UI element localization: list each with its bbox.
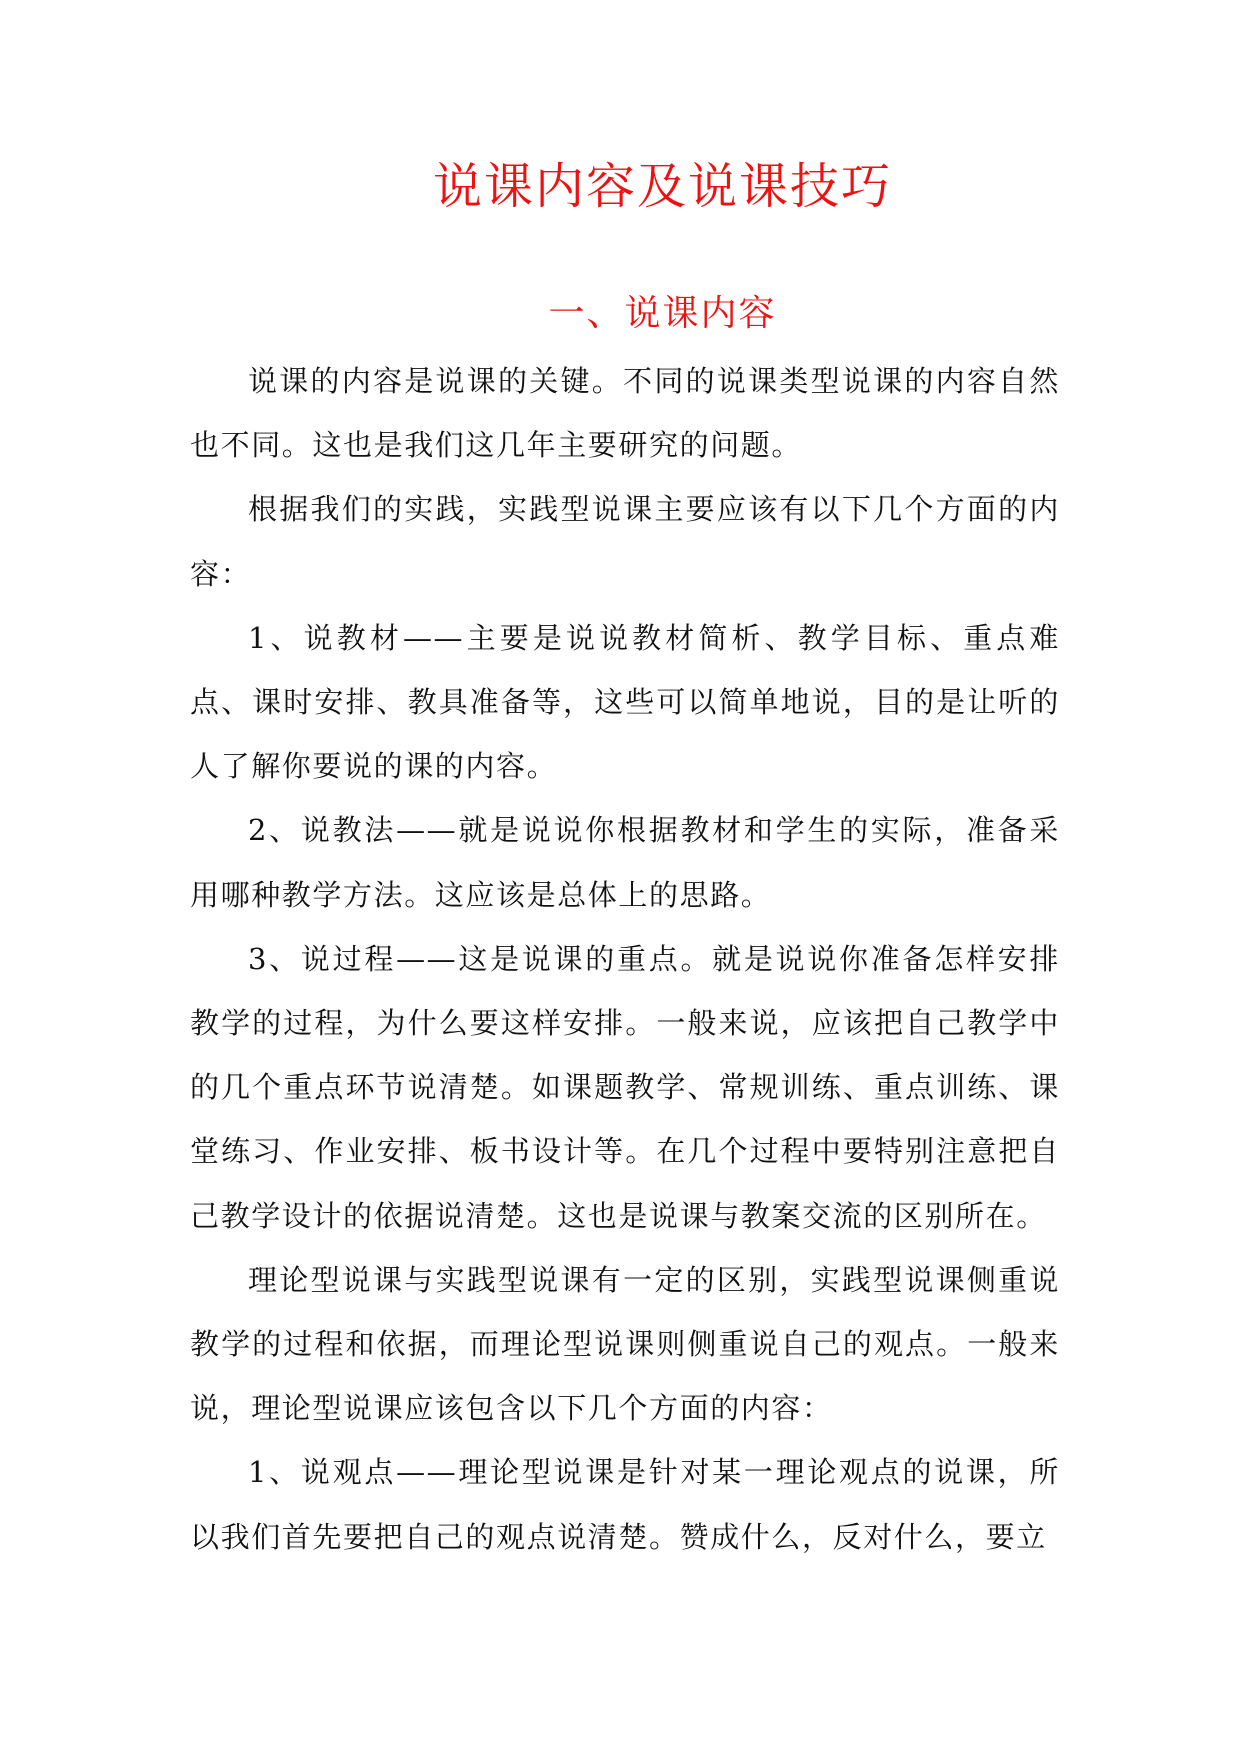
- document-body: [190, 349, 1060, 1569]
- document-title: 说课内容及说课技巧: [432, 158, 892, 215]
- paragraph: 根据我们的实践，实践型说课主要应该有以下几个方面的内容：: [190, 492, 1060, 591]
- paragraph: 1、说教材——主要是说说教材简析、教学目标、重点难点、课时安排、教具准备等，这些可以简单地说，目的是让听的人了解你要说的课的内容。: [190, 620, 1060, 784]
- paragraph: 2、说教法——就是说说你根据教材和学生的实际，准备采用哪种教学方法。这应该是总体上的思路。: [190, 813, 1060, 912]
- section-heading: 一、说课内容: [548, 293, 777, 334]
- paragraph: 3、说过程——这是说课的重点。就是说说你准备怎样安排教学的过程，为什么要这样安排。一般来说，应该把自己教学中的几个重点环节说清楚。如课题教学、常规训练、重点训练、课堂练习、作业安排、板书设计等。在几个过程中要特别注意把自己教学设计的依据说清楚。这也是说课与教案交流的区别所在。: [190, 941, 1060, 1233]
- paragraph: 说课的内容是说课的关键。不同的说课类型说课的内容自然也不同。这也是我们这几年主要研究的问题。: [190, 364, 1060, 463]
- paragraph: 理论型说课与实践型说课有一定的区别，实践型说课侧重说教学的过程和依据，而理论型说课则侧重说自己的观点。一般来说，理论型说课应该包含以下几个方面的内容：: [190, 1262, 1060, 1426]
- paragraph: 1、说观点——理论型说课是针对某一理论观点的说课，所以我们首先要把自己的观点说清楚。赞成什么，反对什么，要立: [190, 1455, 1060, 1554]
